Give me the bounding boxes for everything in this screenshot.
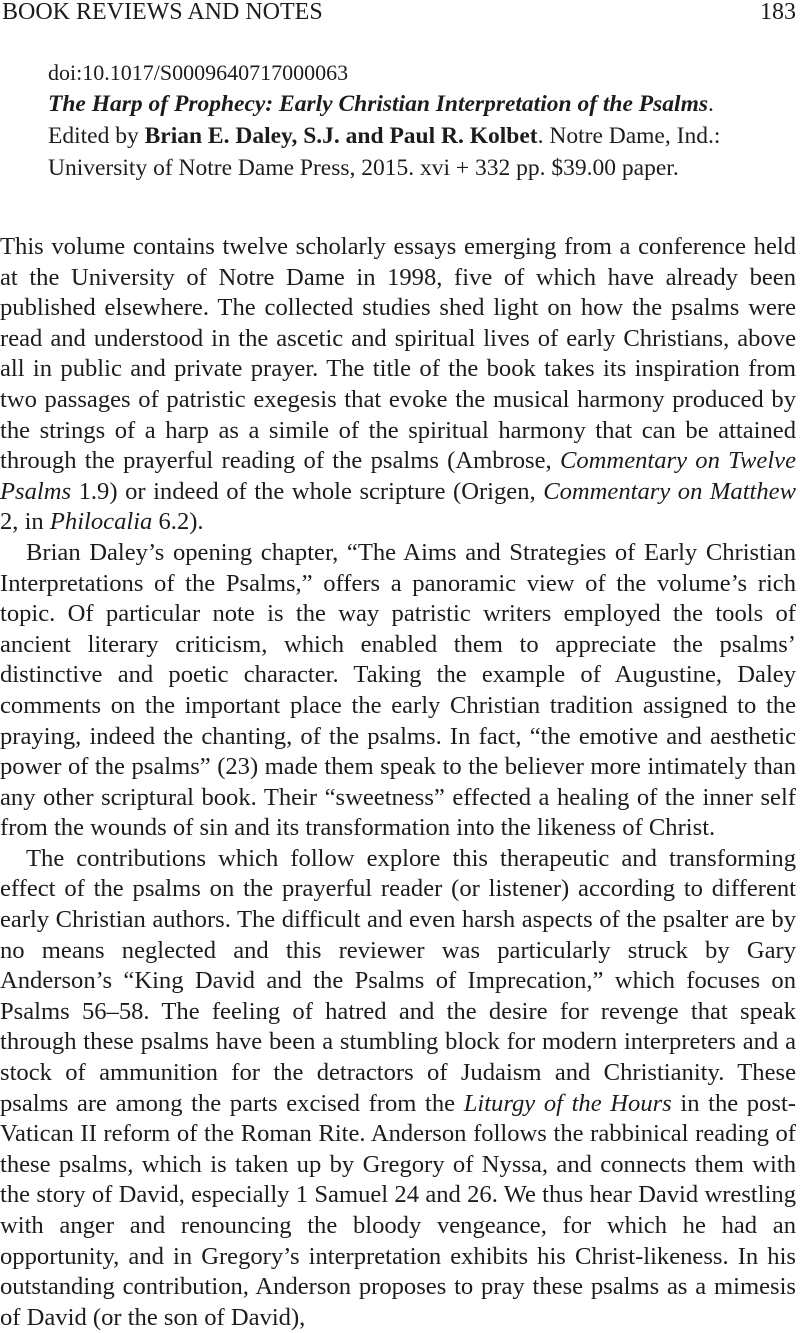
p1-work-title-philocalia: Philocalia [49, 508, 153, 536]
page-number: 183 [760, 0, 796, 25]
review-body [0, 232, 796, 1333]
paragraph-3 [0, 844, 796, 1333]
p3-text-c: in the post-Vatican II reform of the Roman Rite. Anderson follows the rabbinical reading of these psalms, which is taken up by Gregory of Nyssa, and connects them with the story of David, especially 1 Samuel 24 and 26. We thus hear David wrestling with anger and renouncing the bloody vengeance, for which he had an opportunity, and in Gregory’s interpretation exhibits his Christ-likeness. In his outstanding contribution, Anderson proposes to pray these psalms as a mimesis of David (or the son of David), [0, 1089, 796, 1331]
p3-text-a: The contributions which follow explore this therapeutic and transforming effect of the psalms on the prayerful reader (or listener) according to different early Christian authors. The difficult and even harsh aspects of the psalter are by no means neglected and this reviewer was particularly struck by Gary Anderson’s “King David and the Psalms of Imprecation,” which focuses on Psalms 56–58. The feeling of hatred and the desire for revenge that speak through these psalms have been a stumbling block for modern interpreters and a stock of ammunition for the detractors of Judaism and Christianity. These psalms are among the parts excised from the [0, 844, 796, 1117]
p1-text-e: 2, in [0, 508, 50, 536]
paragraph-1 [0, 232, 796, 538]
p3-work-title-liturgy: Liturgy of the Hours [463, 1089, 672, 1117]
running-head-section: BOOK REVIEWS AND NOTES [2, 0, 323, 25]
publication-details: . Notre Dame, Ind.: University of Notre Dame Press, 2015. xvi + 332 pp. $39.00 paper. [48, 123, 721, 181]
p1-work-title-ambrose: Commentary on Twelve Psalms [0, 447, 796, 505]
p1-text-g: 6.2). [152, 508, 204, 536]
paragraph-2: Brian Daley’s opening chapter, “The Aims and Strategies of Early Christian Interpretations of the Psalms,” offers a panoramic view of the volume’s rich topic. Of particular note is the way patristic writers employed the tools of ancient literary criticism, which enabled them to appreciate the psalms’ distinctive and poetic character. Taking the example of Augustine, Daley comments on the important place the early Christian tradition assigned to the praying, indeed the chanting, of the psalms. In fact, “the emotive and aesthetic power of the psalms” (23) made them speak to the believer more intimately than any other scriptural book. Their “sweetness” effected a healing of the inner self from the wounds of sin and its transformation into the likeness of Christ. [0, 538, 796, 842]
editors: Brian E. Daley, S.J. and Paul R. Kolbet [144, 123, 538, 149]
doi-link[interactable]: doi:10.1017/S0009640717000063 [48, 60, 349, 85]
p1-text-c: 1.9) or indeed of the whole scripture (Origen, [71, 477, 544, 505]
p1-text-a: This volume contains twelve scholarly essays emerging from a conference held at the University of Notre Dame in 1998, five of which have already been published elsewhere. The collected studies shed light on how the psalms were read and understood in the ascetic and spiritual lives of early Christians, above all in public and private prayer. The title of the book takes its inspiration from two passages of patristic exegesis that evoke the musical harmony produced by the strings of a harp as a simile of the spiritual harmony that can be attained through the prayerful reading of the psalms (Ambrose, [0, 233, 796, 475]
book-title: The Harp of Prophecy: Early Christian Interpretation of the Psalms [48, 91, 708, 117]
review-header [48, 58, 748, 184]
running-head [0, 0, 800, 26]
bibliographic-entry [48, 88, 748, 184]
edited-by-label: . Edited by [48, 91, 714, 149]
p1-work-title-origen: Commentary on Matthew [543, 477, 796, 505]
